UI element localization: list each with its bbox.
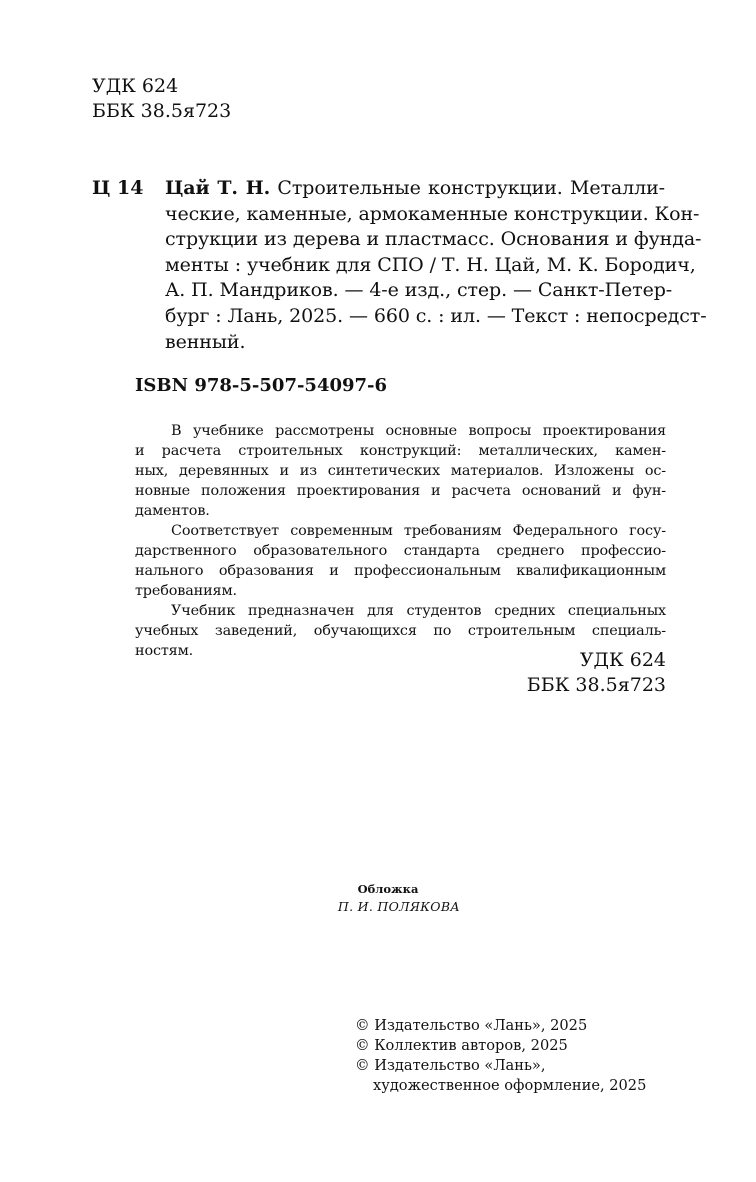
entry-line-3: струкции из дерева и пластмасс. Основания и фунда- [165,228,702,251]
copyright-line-2: © Коллектив авторов, 2025 [355,1037,568,1054]
annotation-line-8: нального образования и профессиональным квалификационным [135,563,666,579]
annotation-line-11: учебных заведений, обучающихся по строительным специаль- [135,623,666,639]
annotation-line-2: и расчета строительных конструкций: металлических, камен- [135,443,666,459]
bibliographic-entry [165,176,707,355]
entry-line-4: менты : учебник для СПО / Т. Н. Цай, М. К. Бородич, [165,253,696,276]
cover-credit-label: Обложка [357,882,419,896]
entry-line-5: А. П. Мандриков. — 4-е изд., стер. — Санкт-Петер- [165,279,673,302]
cover-design-credit [0,880,756,916]
header-classification-codes [92,74,231,124]
author-mark-code: Ц 14 [92,177,144,199]
header-udk-code: УДК 624 [92,75,179,97]
footer-bbk-code: ББК 38.5я723 [526,674,666,696]
header-bbk-code: ББК 38.5я723 [92,100,232,122]
copyright-line-3: © Издательство «Лань», [355,1057,546,1074]
footer-udk-code: УДК 624 [579,649,666,671]
annotation-line-9: требованиям. [135,583,237,599]
annotation-line-3: ных, деревянных и из синтетических материалов. Изложены ос- [135,463,666,479]
annotation-line-7: дарственного образовательного стандарта среднего профессио- [135,543,666,559]
copyright-block [355,1016,646,1096]
footer-classification-codes [527,648,666,698]
annotation-line-12: ностям. [135,643,194,659]
cover-credit-artist: П. И. ПОЛЯКОВА [337,899,461,914]
copyright-line-4: художественное оформление, 2025 [373,1077,647,1094]
entry-line-7: венный. [165,330,246,353]
copyright-line-1: © Издательство «Лань», 2025 [355,1017,588,1034]
entry-line-6: бург : Лань, 2025. — 660 с. : ил. — Текст : непосредст- [165,304,707,327]
entry-line-1-text: Строительные конструкции. Металли- [277,177,665,199]
entry-line-1 [165,176,665,202]
entry-line-2: ческие, каменные, армокаменные конструкции. Кон- [165,202,700,225]
annotation-line-10: Учебник предназначен для студентов средних специальных [171,603,666,619]
annotation-line-5: даментов. [135,503,210,519]
isbn-number: ISBN 978-5-507-54097-6 [135,375,388,396]
annotation-line-6: Соответствует современным требованиям Федерального госу- [171,523,666,539]
annotation-line-4: новные положения проектирования и расчета оснований и фун- [135,483,666,499]
annotation-line-1: В учебнике рассмотрены основные вопросы проектирования [171,423,666,439]
entry-author: Цай Т. Н. [165,177,271,199]
book-annotation [135,421,666,661]
